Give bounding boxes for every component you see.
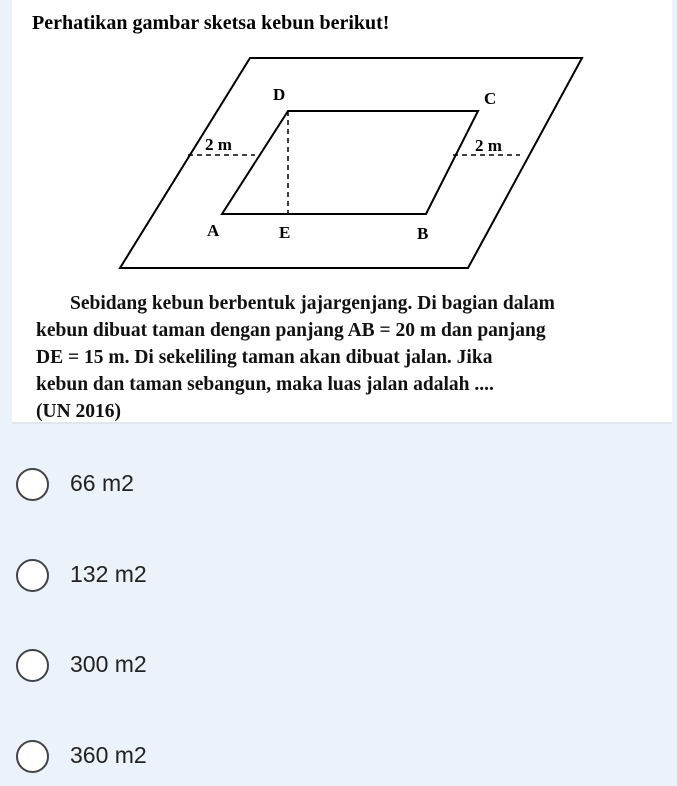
radio-button[interactable] [16,468,49,501]
question-title: Perhatikan gambar sketsa kebun berikut! [32,12,390,34]
question-text [36,290,666,424]
label-right-width: 2 m [475,136,502,155]
option-label[interactable]: 360 m2 [70,742,147,768]
radio-button[interactable] [16,559,49,592]
option-1[interactable] [0,438,677,518]
question-text-line: DE = 15 m. Di sekeliling taman akan dibuat jalan. Jika [36,347,493,368]
option-2[interactable] [0,529,677,609]
option-3[interactable] [0,619,677,699]
option-label[interactable]: 132 m2 [70,561,147,587]
option-label[interactable]: 300 m2 [70,651,147,677]
question-source: (UN 2016) [36,401,122,422]
label-a: A [207,221,220,240]
label-e: E [279,223,291,242]
option-label[interactable]: 66 m2 [70,470,134,496]
label-c: C [484,89,497,108]
radio-button[interactable] [16,740,49,773]
garden-outer-parallelogram [120,58,582,268]
label-left-width: 2 m [205,135,232,154]
radio-button[interactable] [16,649,49,682]
label-d: D [273,85,286,104]
question-text-line: Sebidang kebun berbentuk jajargenjang. Di bagian dalam [70,293,555,314]
question-text-line: kebun dibuat taman dengan panjang AB = 20 m dan panjang [36,320,546,341]
question-card [12,0,672,424]
question-text-line: kebun dan taman sebangun, maka luas jalan adalah .... [36,374,494,395]
park-inner-parallelogram [222,111,478,214]
option-4[interactable] [0,710,677,786]
label-b: B [417,224,429,243]
